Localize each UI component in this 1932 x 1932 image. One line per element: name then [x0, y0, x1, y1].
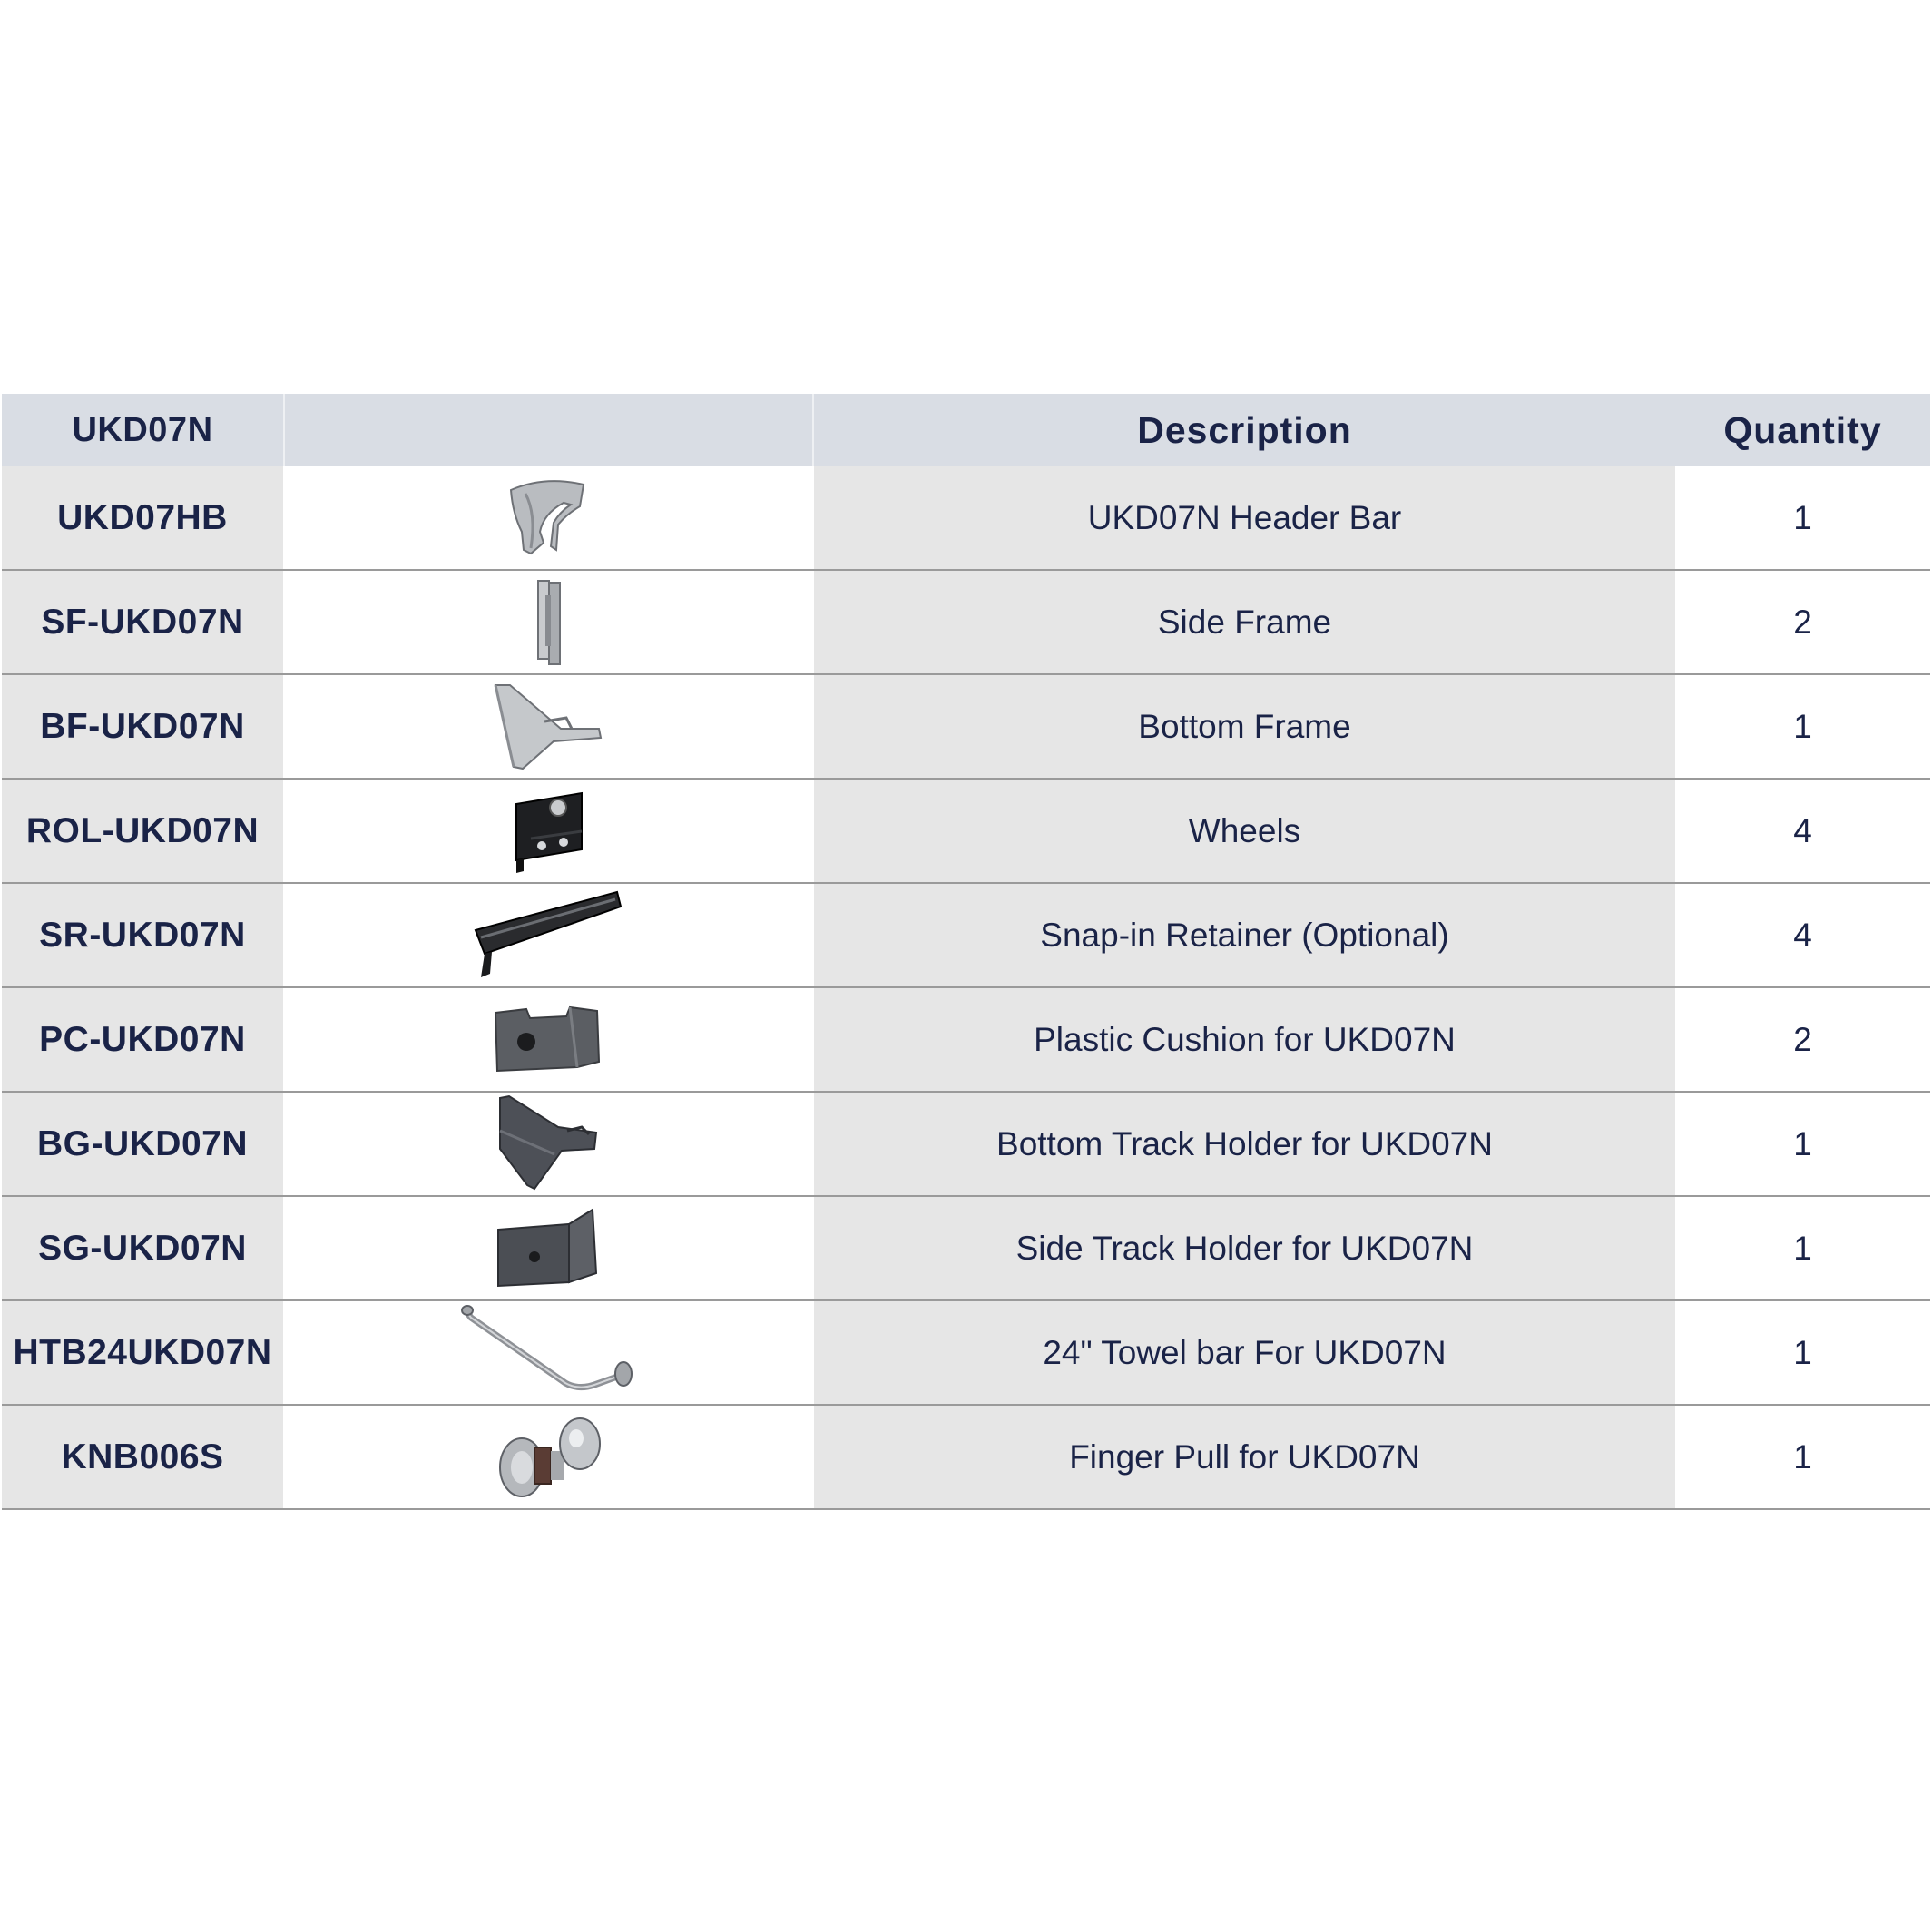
- header-model: UKD07N: [2, 394, 283, 466]
- table-row: [2, 1197, 1930, 1301]
- part-image: [283, 1406, 814, 1508]
- header-bar-icon: [504, 477, 594, 559]
- part-quantity: 1: [1675, 1093, 1930, 1195]
- part-code: ROL-UKD07N: [2, 780, 283, 882]
- table-row: [2, 466, 1930, 571]
- part-code: PC-UKD07N: [2, 988, 283, 1091]
- bottom-frame-icon: [490, 682, 608, 772]
- part-description: Bottom Frame: [814, 675, 1675, 778]
- part-description: UKD07N Header Bar: [814, 466, 1675, 569]
- part-quantity: 4: [1675, 884, 1930, 986]
- part-quantity: 1: [1675, 675, 1930, 778]
- table-row: [2, 988, 1930, 1093]
- finger-pull-icon: [495, 1407, 603, 1507]
- table-row: [2, 1093, 1930, 1197]
- plastic-cushion-icon: [490, 1004, 608, 1076]
- table-row: [2, 1406, 1930, 1510]
- part-quantity: 2: [1675, 988, 1930, 1091]
- part-description: Bottom Track Holder for UKD07N: [814, 1093, 1675, 1195]
- table-row: [2, 1301, 1930, 1406]
- part-code: BG-UKD07N: [2, 1093, 283, 1195]
- part-description: Side Track Holder for UKD07N: [814, 1197, 1675, 1299]
- part-description: 24" Towel bar For UKD07N: [814, 1301, 1675, 1404]
- part-code: UKD07HB: [2, 466, 283, 569]
- part-description: Wheels: [814, 780, 1675, 882]
- part-image: [283, 675, 814, 778]
- part-code: SR-UKD07N: [2, 884, 283, 986]
- part-quantity: 1: [1675, 1301, 1930, 1404]
- wheels-icon: [504, 786, 594, 877]
- table-row: [2, 675, 1930, 780]
- part-image: [283, 1197, 814, 1299]
- part-image: [283, 780, 814, 882]
- part-image: [283, 571, 814, 673]
- table-row: [2, 884, 1930, 988]
- part-image: [283, 1301, 814, 1404]
- header-description: Description: [814, 394, 1675, 466]
- bottom-track-holder-icon: [495, 1094, 603, 1194]
- snap-in-retainer-icon: [472, 890, 626, 981]
- header-quantity: Quantity: [1675, 394, 1930, 466]
- parts-table: [2, 394, 1930, 1510]
- side-track-holder-icon: [495, 1208, 603, 1290]
- side-frame-icon: [522, 577, 576, 668]
- part-quantity: 1: [1675, 1406, 1930, 1508]
- table-header-row: [2, 394, 1930, 466]
- part-code: HTB24UKD07N: [2, 1301, 283, 1404]
- part-image: [283, 466, 814, 569]
- part-code: SG-UKD07N: [2, 1197, 283, 1299]
- part-description: Plastic Cushion for UKD07N: [814, 988, 1675, 1091]
- part-image: [283, 988, 814, 1091]
- table-row: [2, 780, 1930, 884]
- header-image: [283, 394, 814, 466]
- part-quantity: 1: [1675, 466, 1930, 569]
- part-code: BF-UKD07N: [2, 675, 283, 778]
- towel-bar-icon: [458, 1303, 640, 1403]
- table-row: [2, 571, 1930, 675]
- part-image: [283, 884, 814, 986]
- part-quantity: 2: [1675, 571, 1930, 673]
- part-quantity: 1: [1675, 1197, 1930, 1299]
- part-quantity: 4: [1675, 780, 1930, 882]
- part-code: KNB006S: [2, 1406, 283, 1508]
- part-code: SF-UKD07N: [2, 571, 283, 673]
- part-image: [283, 1093, 814, 1195]
- part-description: Side Frame: [814, 571, 1675, 673]
- part-description: Finger Pull for UKD07N: [814, 1406, 1675, 1508]
- part-description: Snap-in Retainer (Optional): [814, 884, 1675, 986]
